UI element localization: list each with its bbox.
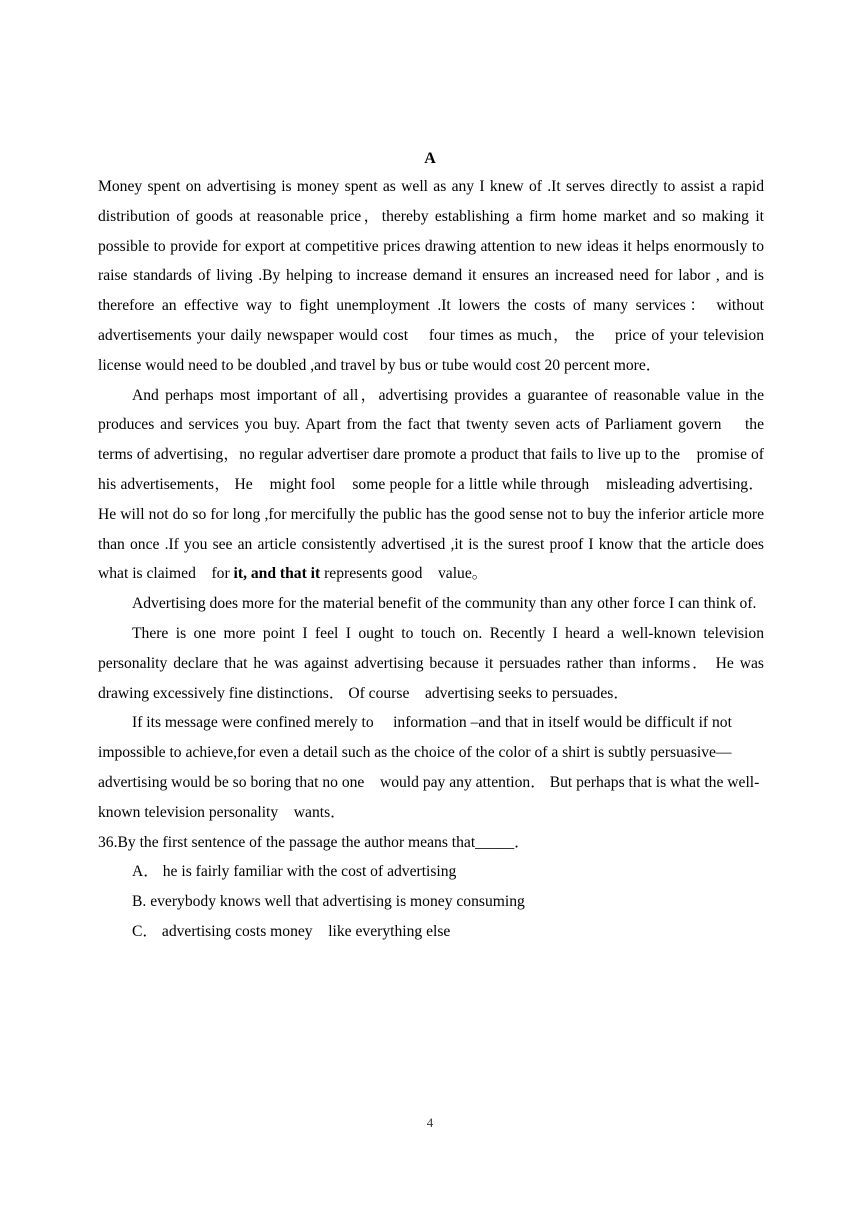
option-b: B. everybody knows well that advertising is money consuming <box>132 893 525 911</box>
paragraph-2-text: And perhaps most important of all，advertising provides a guarantee of reasonable value in the produces and services you buy. Apart from the fact that twenty seven acts of Parliament govern the terms of advertising，no regular advertiser dare promote a product that fails to live up to the promise of his advertisements， He might fool some people for a little while through misleading advertising． He will not do so for long ,for mercifully the public has the good sense not to buy the inferior article more than once .If you see an article consistently advertised ,it is the surest proof I know that the article does what is claimed for <box>98 386 768 583</box>
paragraph-4: There is one more point I feel I ought to touch on. Recently I heard a well-known television personality declare that he was against advertising because it persuades rather than informs． He was drawing excessively fine distinctions． Of course advertising seeks to persuades． <box>98 624 780 702</box>
paragraph-5: If its message were confined merely to information –and that in itself would be difficult if not impossible to achieve,for even a detail such as the choice of the color of a shirt is subtly persuasive—advertising would be so boring that no one would pay any attention． But perhaps that is what the well-known television personality wants． <box>98 714 760 821</box>
option-a: A． he is fairly familiar with the cost of advertising <box>132 863 457 881</box>
paragraph-1: Money spent on advertising is money spent as well as any I knew of .It serves directly to assist a rapid distribution of goods at reasonable price，thereby establishing a firm home market and so making it possible to provide for export at competitive prices drawing attention to new ideas it helps enormously to raise standards of living .By helping to increase demand it ensures an increased need for labor , and is therefore an effective way to fight unemployment .It lowers the costs of many services： without advertisements your daily newspaper would cost four times as much， the price of your television license would need to be doubled ,and travel by bus or tube would cost 20 percent more． <box>98 178 768 374</box>
page-number: 4 <box>426 1115 434 1130</box>
passage-body <box>98 172 780 947</box>
section-heading: A <box>424 150 436 167</box>
paragraph-2-bold-text: it, and that it <box>233 565 321 583</box>
paragraph-2-tail: represents good value。 <box>320 565 488 583</box>
paragraph-3: Advertising does more for the material benefit of the community than any other force I can think of. <box>132 595 757 613</box>
paragraph-2 <box>98 381 768 590</box>
option-c: C． advertising costs money like everything else <box>132 922 451 940</box>
question-36-stem: 36.By the first sentence of the passage the author means that_____． <box>98 833 530 851</box>
